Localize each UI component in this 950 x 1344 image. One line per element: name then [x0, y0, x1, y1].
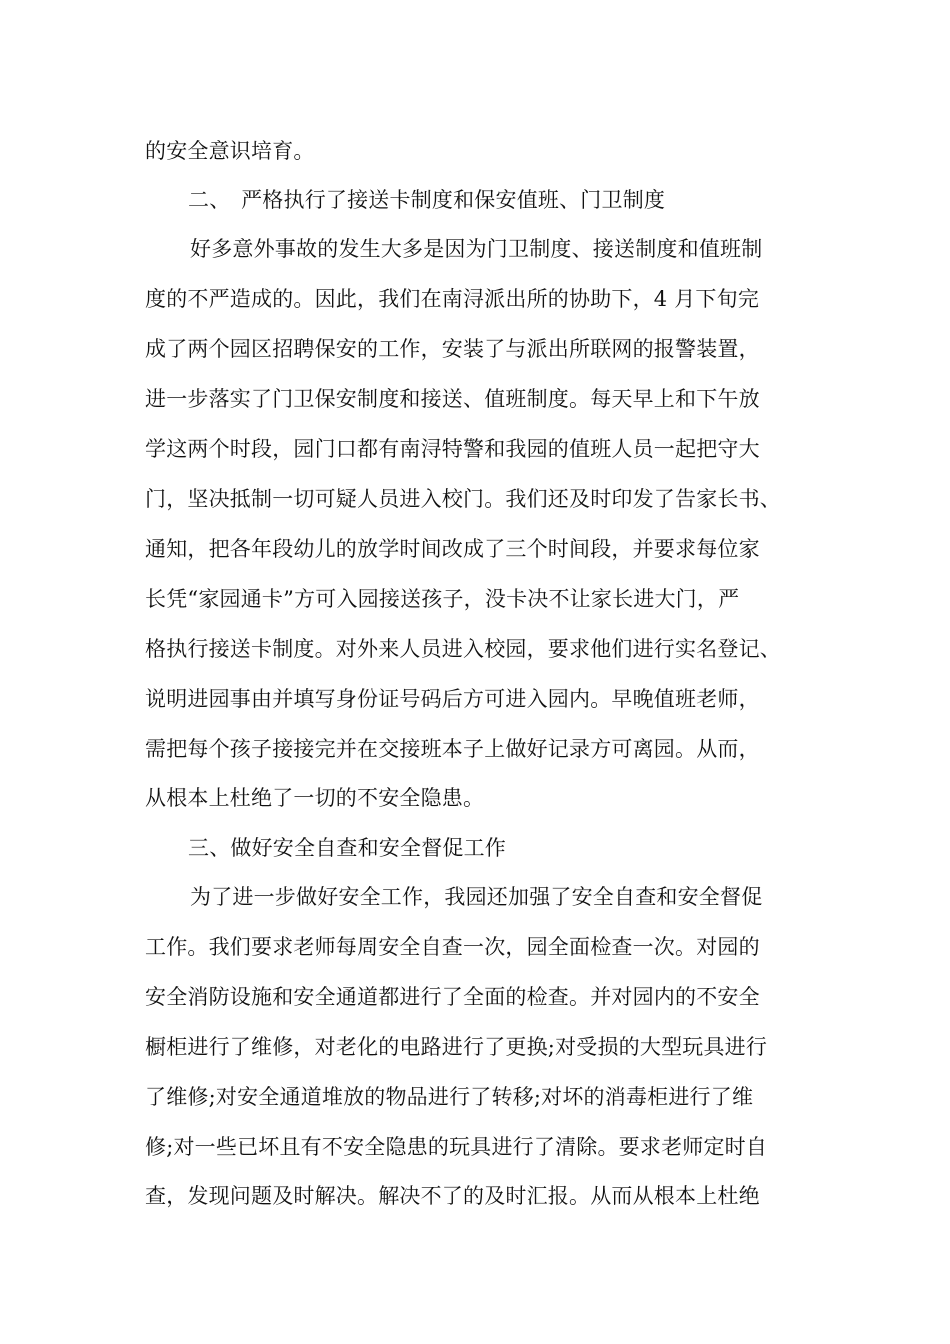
paragraph-line: 长凭“家园通卡”方可入园接送孩子，没卡决不让家长进大门，严: [145, 587, 740, 611]
paragraph-line: 橱柜进行了维修，对老化的电路进行了更换;对受损的大型玩具进行: [145, 1035, 768, 1059]
paragraph-line: 修;对一些已坏且有不安全隐患的玩具进行了清除。要求老师定时自: [145, 1135, 768, 1159]
paragraph-line: 从根本上杜绝了一切的不安全隐患。: [145, 786, 485, 810]
paragraph-line: 学这两个时段，园门口都有南浔特警和我园的值班人员一起把守大: [145, 437, 760, 461]
paragraph-line: 为了进一步做好安全工作，我园还加强了安全自查和安全督促: [190, 885, 763, 909]
paragraph-line: 好多意外事故的发生大多是因为门卫制度、接送制度和值班制: [190, 237, 763, 261]
paragraph-line: 了维修;对安全通道堆放的物品进行了转移;对坏的消毒柜进行了维: [145, 1085, 754, 1109]
section-heading-2: 二、 严格执行了接送卡制度和保安值班、门卫制度: [188, 188, 666, 212]
paragraph-line: 通知，把各年段幼儿的放学时间改成了三个时间段，并要求每位家: [145, 537, 760, 561]
paragraph-line: 度的不严造成的。因此，我们在南浔派出所的协助下，4 月下旬完: [145, 287, 760, 311]
paragraph-line: 需把每个孩子接接完并在交接班本子上做好记录方可离园。从而，: [145, 737, 760, 761]
paragraph-line: 格执行接送卡制度。对外来人员进入校园，要求他们进行实名登记、: [145, 637, 781, 661]
paragraph-line: 进一步落实了门卫保安制度和接送、值班制度。每天早上和下午放: [145, 387, 760, 411]
paragraph-line: 成了两个园区招聘保安的工作，安装了与派出所联网的报警装置，: [145, 337, 760, 361]
paragraph-line: 工作。我们要求老师每周安全自查一次，园全面检查一次。对园的: [145, 935, 760, 959]
text-line-1: 的安全意识培育。: [145, 139, 315, 163]
paragraph-line: 安全消防设施和安全通道都进行了全面的检查。并对园内的不安全: [145, 985, 760, 1009]
section-heading-3: 三、做好安全自查和安全督促工作: [188, 836, 506, 860]
paragraph-line: 说明进园事由并填写身份证号码后方可进入园内。早晚值班老师，: [145, 687, 760, 711]
paragraph-line: 门，坚决抵制一切可疑人员进入校门。我们还及时印发了告家长书、: [145, 487, 781, 511]
paragraph-line: 查，发现问题及时解决。解决不了的及时汇报。从而从根本上杜绝: [145, 1184, 760, 1208]
